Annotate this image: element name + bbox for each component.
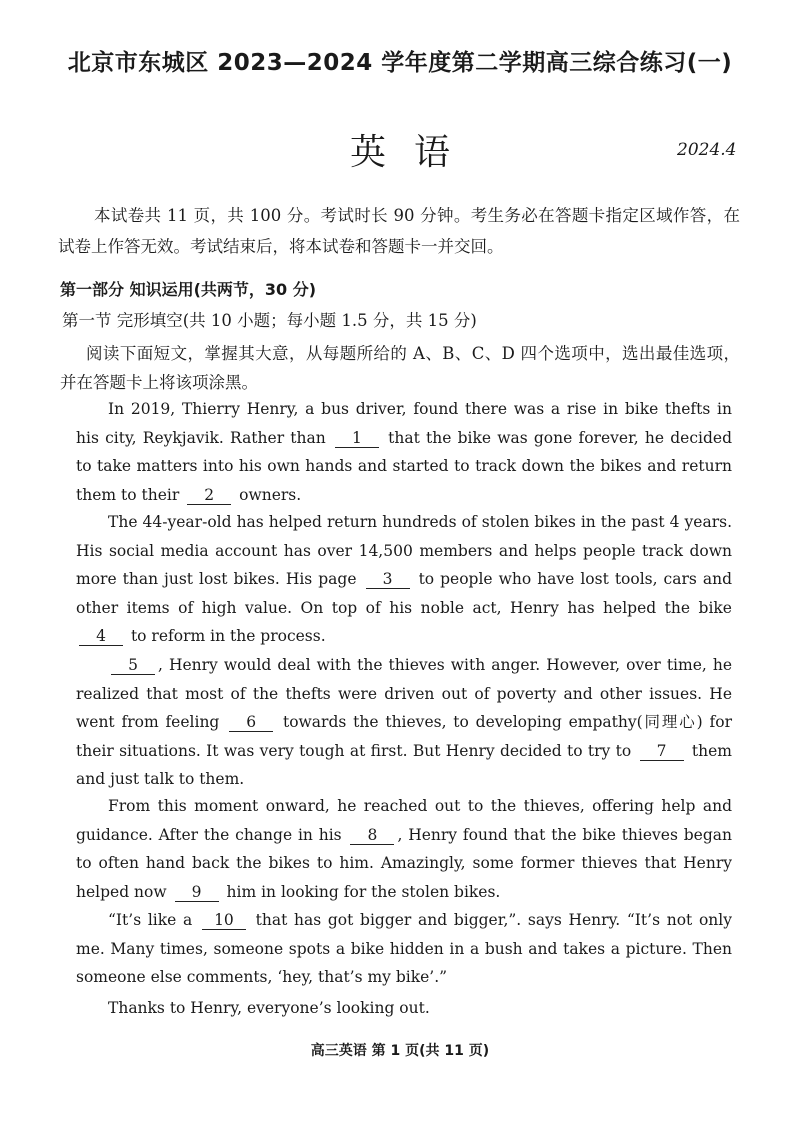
exam-title: 北京市东城区 2023—2024 学年度第二学期高三综合练习(一): [67, 50, 733, 76]
passage-text: to people who have lost tools, cars and other items of high value. On top of his noble act, Henry has helped the bike: [76, 570, 732, 617]
passage-text: From this moment onward, he reached out to the thieves, offering help and guidance. After the change in his: [76, 797, 732, 844]
exam-date: 2024.4: [677, 140, 737, 160]
passage-text: The 44-year-old has helped return hundreds of stolen bikes in the past 4 years. His social media account has over 14,500 members and helps people track down more than just lost bikes. His page: [76, 513, 732, 589]
passage-text: , Henry would deal with the thieves with anger. However, over time, he realized that most of the thefts were driven out of poverty and other issues. He went from feeling: [76, 656, 732, 732]
passage-paragraph-3: [76, 651, 732, 794]
passage-text: to reform in the process.: [130, 627, 326, 646]
passage-text: “It’s like a: [108, 911, 193, 929]
passage-text: that the bike was gone forever, he decided to take matters into his own hands and started to track down the bikes and return them to their: [76, 428, 732, 504]
passage-paragraph-2: [76, 508, 732, 651]
passage-text: them and just talk to them.: [76, 741, 732, 789]
blank-2: 2: [187, 486, 231, 505]
subject-title: 英语: [350, 132, 479, 173]
passage-text: owners.: [239, 485, 302, 504]
blank-3: 3: [366, 570, 410, 589]
passage-text: towards the thieves, to developing empathy(同理心) for their situations. It was very tough at first. But Henry decided to try to: [76, 713, 732, 760]
blank-5: 5: [111, 656, 155, 675]
passage-paragraph-1: [76, 395, 732, 509]
blank-9: 9: [175, 883, 219, 902]
section-heading: 第一节 完形填空(共 10 小题；每小题 1.5 分，共 15 分): [62, 311, 477, 330]
exam-instructions: 本试卷共 11 页，共 100 分。考试时长 90 分钟。考生务必在答题卡指定区域作答，在试卷上作答无效。考试结束后，将本试卷和答题卡一并交回。: [58, 206, 740, 256]
passage-text: him in looking for the stolen bikes.: [226, 882, 501, 901]
passage-paragraph-6: [76, 994, 732, 1023]
passage-paragraph-4: [76, 792, 732, 906]
passage-text: , Henry found that the bike thieves began to often hand back the bikes to him. Amazingly, some former thieves that Henry helped now: [76, 825, 732, 901]
blank-4: 4: [79, 627, 123, 646]
blank-10: 10: [202, 911, 246, 930]
blank-8: 8: [350, 826, 394, 845]
blank-1: 1: [335, 429, 379, 448]
part-heading: 第一部分 知识运用(共两节，30 分): [60, 280, 317, 299]
passage-paragraph-5: [76, 906, 732, 992]
blank-6: 6: [229, 713, 273, 732]
page-footer: 高三英语 第 1 页(共 11 页): [310, 1043, 490, 1059]
passage-text: Thanks to Henry, everyone’s looking out.: [108, 999, 430, 1017]
passage-text: that has got bigger and bigger,”. says Henry. “It’s not only me. Many times, someone spots a bike hidden in a bush and takes a picture. Then someone else comments, ‘hey, that’s my bike’.”: [76, 911, 732, 987]
passage-text: In 2019, Thierry Henry, a bus driver, found there was a rise in bike thefts in his city, Reykjavik. Rather than: [76, 400, 732, 447]
cloze-instruction: 阅读下面短文，掌握其大意，从每题所给的 A、B、C、D 四个选项中，选出最佳选项，并在答题卡上将该项涂黑。: [60, 344, 740, 392]
blank-7: 7: [640, 742, 684, 761]
